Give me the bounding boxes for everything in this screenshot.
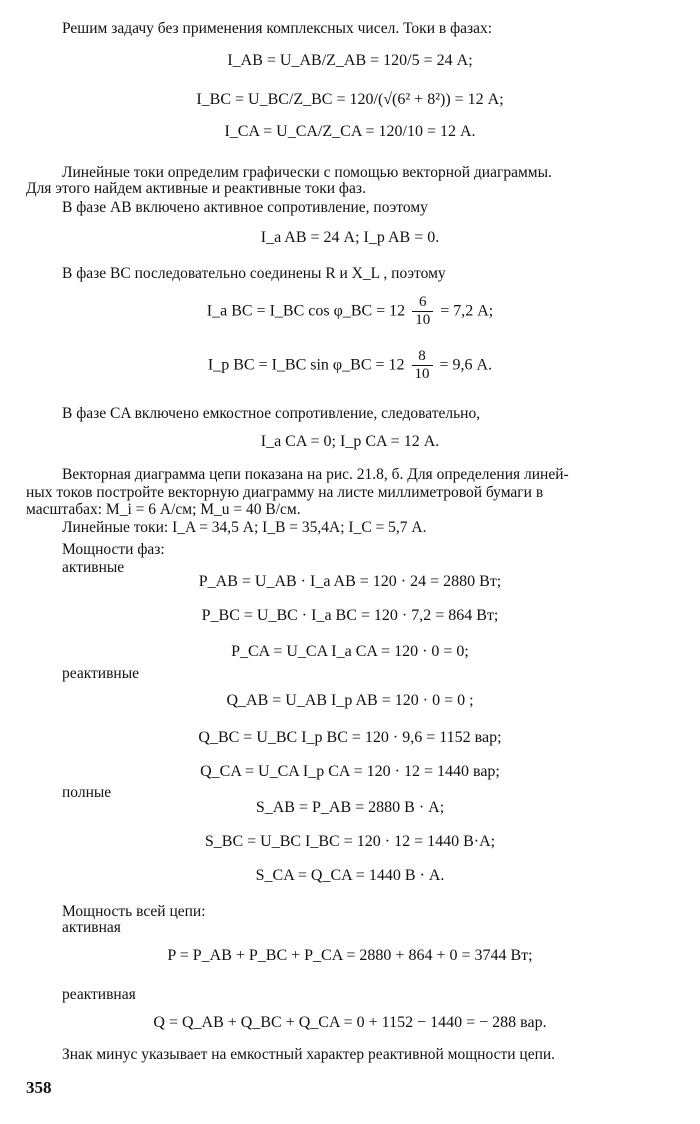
formula-i-a-bc [0, 294, 700, 330]
fraction-numerator: 6 [412, 294, 433, 312]
paragraph-phase-ab: В фазе AB включено активное сопротивление, поэтому [62, 199, 428, 216]
label-total-power: Мощность всей цепи: [62, 903, 206, 920]
line-currents-result: Линейные токи: I_A = 34,5 А; I_B = 35,4А; I_C = 5,7 А. [62, 519, 427, 536]
label-total-reactive: реактивная [62, 986, 136, 1003]
formula-i-p-bc [0, 348, 700, 384]
label-apparent: полные [62, 784, 112, 801]
fraction-denominator: 10 [415, 312, 431, 329]
formula-q-ca: Q_CA = U_CA I_p CA = 120 · 12 = 1440 вар; [200, 763, 500, 780]
fraction-6-10 [412, 294, 433, 330]
formula-q-bc: Q_BC = U_BC I_p BC = 120 · 9,6 = 1152 вар; [198, 729, 502, 746]
paragraph-vector-1: Векторная диаграмма цепи показана на рис. 21.8, б. Для определения линей- [62, 466, 569, 483]
fraction-8-10 [412, 348, 433, 384]
formula-q-ab: Q_AB = U_AB I_p AB = 120 · 0 = 0 ; [226, 692, 474, 709]
intro-line: Решим задачу без применения комплексных чисел. Токи в фазах: [62, 20, 493, 37]
label-active: активные [62, 559, 125, 576]
paragraph-phase-bc: В фазе BC последовательно соединены R и X_L , поэтому [62, 265, 446, 282]
fraction-denominator: 10 [414, 366, 430, 383]
formula-p-ab: P_AB = U_AB · I_a AB = 120 · 24 = 2880 Вт; [198, 573, 502, 590]
formula-i-ca: I_CA = U_CA/Z_CA = 120/10 = 12 А. [224, 123, 476, 140]
formula-i-p-bc-left: I_p BC = I_BC sin φ_BC = 12 [207, 356, 405, 374]
conclusion-line: Знак минус указывает на емкостный характер реактивной мощности цепи. [62, 1046, 556, 1063]
label-total-active: активная [62, 919, 121, 936]
formula-s-bc: S_BC = U_BC I_BC = 120 · 12 = 1440 В·А; [204, 833, 496, 850]
paragraph-line-currents-2: Для этого найдем активные и реактивные токи фаз. [26, 180, 366, 197]
paragraph-phase-ca: В фазе CA включено емкостное сопротивление, следовательно, [62, 405, 481, 422]
label-phase-powers: Мощности фаз: [62, 541, 165, 558]
formula-i-p-bc-right: = 9,6 А. [439, 356, 493, 374]
formula-ab-active-reactive: I_a AB = 24 А; I_p AB = 0. [260, 229, 440, 246]
formula-i-bc: I_BC = U_BC/Z_BC = 120/(√(6² + 8²)) = 12 А; [196, 91, 504, 108]
formula-i-ab: I_AB = U_AB/Z_AB = 120/5 = 24 А; [227, 52, 473, 69]
formula-i-a-bc-left: I_a BC = I_BC cos φ_BC = 12 [206, 302, 406, 320]
formula-p-total: P = P_AB + P_BC + P_CA = 2880 + 864 + 0 = 3744 Вт; [167, 947, 533, 964]
label-reactive: реактивные [62, 665, 140, 682]
formula-ca-active-reactive: I_a CA = 0; I_p CA = 12 А. [260, 433, 440, 450]
fraction-numerator: 8 [412, 348, 433, 366]
formula-p-ca: P_CA = U_CA I_a CA = 120 · 0 = 0; [231, 643, 469, 660]
paragraph-vector-2: ных токов постройте векторную диаграмму на листе миллиметровой бумаги в [26, 484, 544, 501]
page-number: 358 [26, 1078, 52, 1097]
paragraph-vector-3: масштабах: M_i = 6 А/см; M_u = 40 В/см. [26, 501, 301, 518]
formula-i-a-bc-right: = 7,2 А; [440, 302, 494, 320]
formula-p-bc: P_BC = U_BC · I_a BC = 120 · 7,2 = 864 Вт; [201, 607, 499, 624]
formula-s-ca: S_CA = Q_CA = 1440 В · А. [255, 867, 445, 884]
formula-s-ab: S_AB = P_AB = 2880 В · А; [255, 799, 445, 816]
formula-q-total: Q = Q_AB + Q_BC + Q_CA = 0 + 1152 − 1440 = − 288 вар. [153, 1014, 547, 1031]
paragraph-line-currents-1: Линейные токи определим графически с помощью векторной диаграммы. [62, 164, 552, 181]
